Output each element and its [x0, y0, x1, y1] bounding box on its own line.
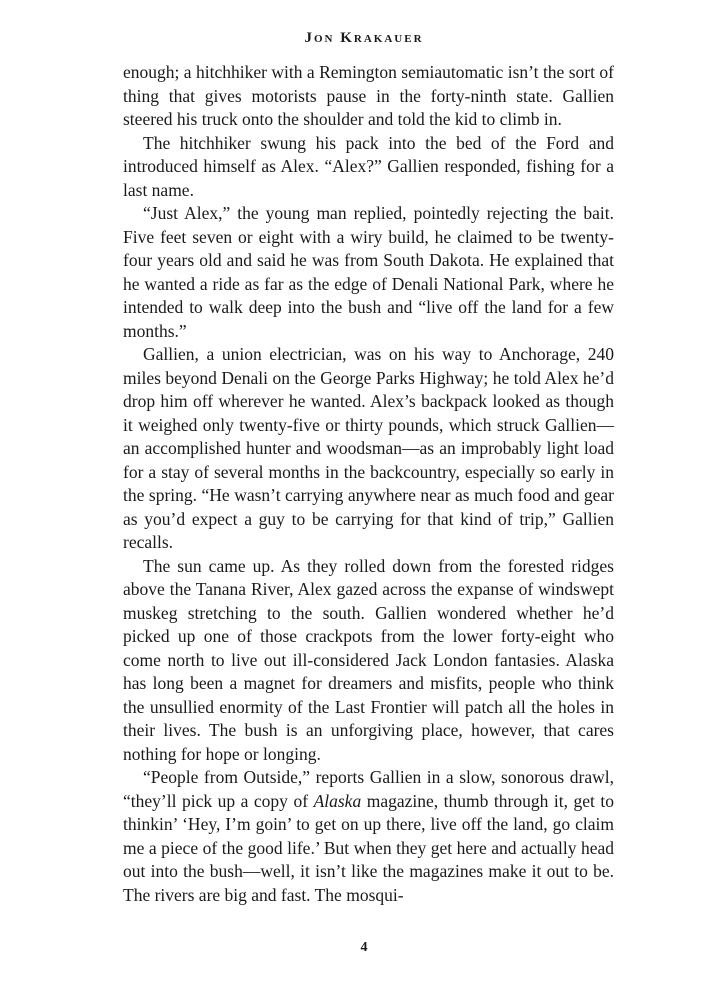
paragraph-text: “People from Outside,” reports Gallien in a slow, sonorous drawl, “they’ll pick up a copy of [123, 767, 614, 811]
paragraph: Gallien, a union electrician, was on his way to Anchorage, 240 miles beyond Denali on the George Parks Highway; he told Alex he’d drop him off wherever he wanted. Alex’s backpack looked as though it weighed only twenty-five or thirty pounds, which struck Gallien—an accomplished hunter and woodsman—as an improbably light load for a stay of several months in the backcountry, especially so early in the spring. “He wasn’t carrying anywhere near as much food and gear as you’d expect a guy to be carrying for that kind of trip,” Gallien recalls. [123, 344, 614, 552]
paragraph: “Just Alex,” the young man replied, pointedly rejecting the bait. Five feet seven or eight with a wiry build, he claimed to be twenty-four years old and said he was from South Dakota. He explained that he wanted a ride as far as the edge of Denali National Park, where he intended to walk deep into the bush and “live off the land for a few months.” [123, 203, 614, 341]
running-head: Jon Krakauer [304, 30, 424, 46]
paragraph-text: magazine, thumb through it, get to thinkin’ ‘Hey, I’m goin’ to get on up there, live off the land, go claim me a piece of the good life.’ But when they get here and actually head out into the bush—well, it isn’t like the magazines make it out to be. The rivers are big and fast. The mosqui- [123, 790, 614, 905]
paragraph: The hitchhiker swung his pack into the bed of the Ford and introduced himself as Alex. “Alex?” Gallien responded, fishing for a last name. [123, 132, 614, 200]
magazine-title: Alaska [313, 790, 362, 811]
page-number: 4 [360, 940, 368, 955]
paragraph [123, 766, 614, 907]
paragraph: enough; a hitchhiker with a Remington semiautomatic isn’t the sort of thing that gives motorists pause in the forty-ninth state. Gallien steered his truck onto the shoulder and told the kid to climb in. [123, 62, 614, 129]
body-text [123, 61, 614, 907]
paragraph: The sun came up. As they rolled down from the forested ridges above the Tanana River, Alex gazed across the expanse of windswept muskeg stretching to the south. Gallien wondered whether he’d picked up one of those crackpots from the lower forty-eight who come north to live out ill-considered Jack London fantasies. Alaska has long been a magnet for dreamers and misfits, people who think the unsullied enormity of the Last Frontier will patch all the holes in their lives. The bush is an unforgiving place, however, that cares nothing for hope or longing. [123, 555, 614, 764]
